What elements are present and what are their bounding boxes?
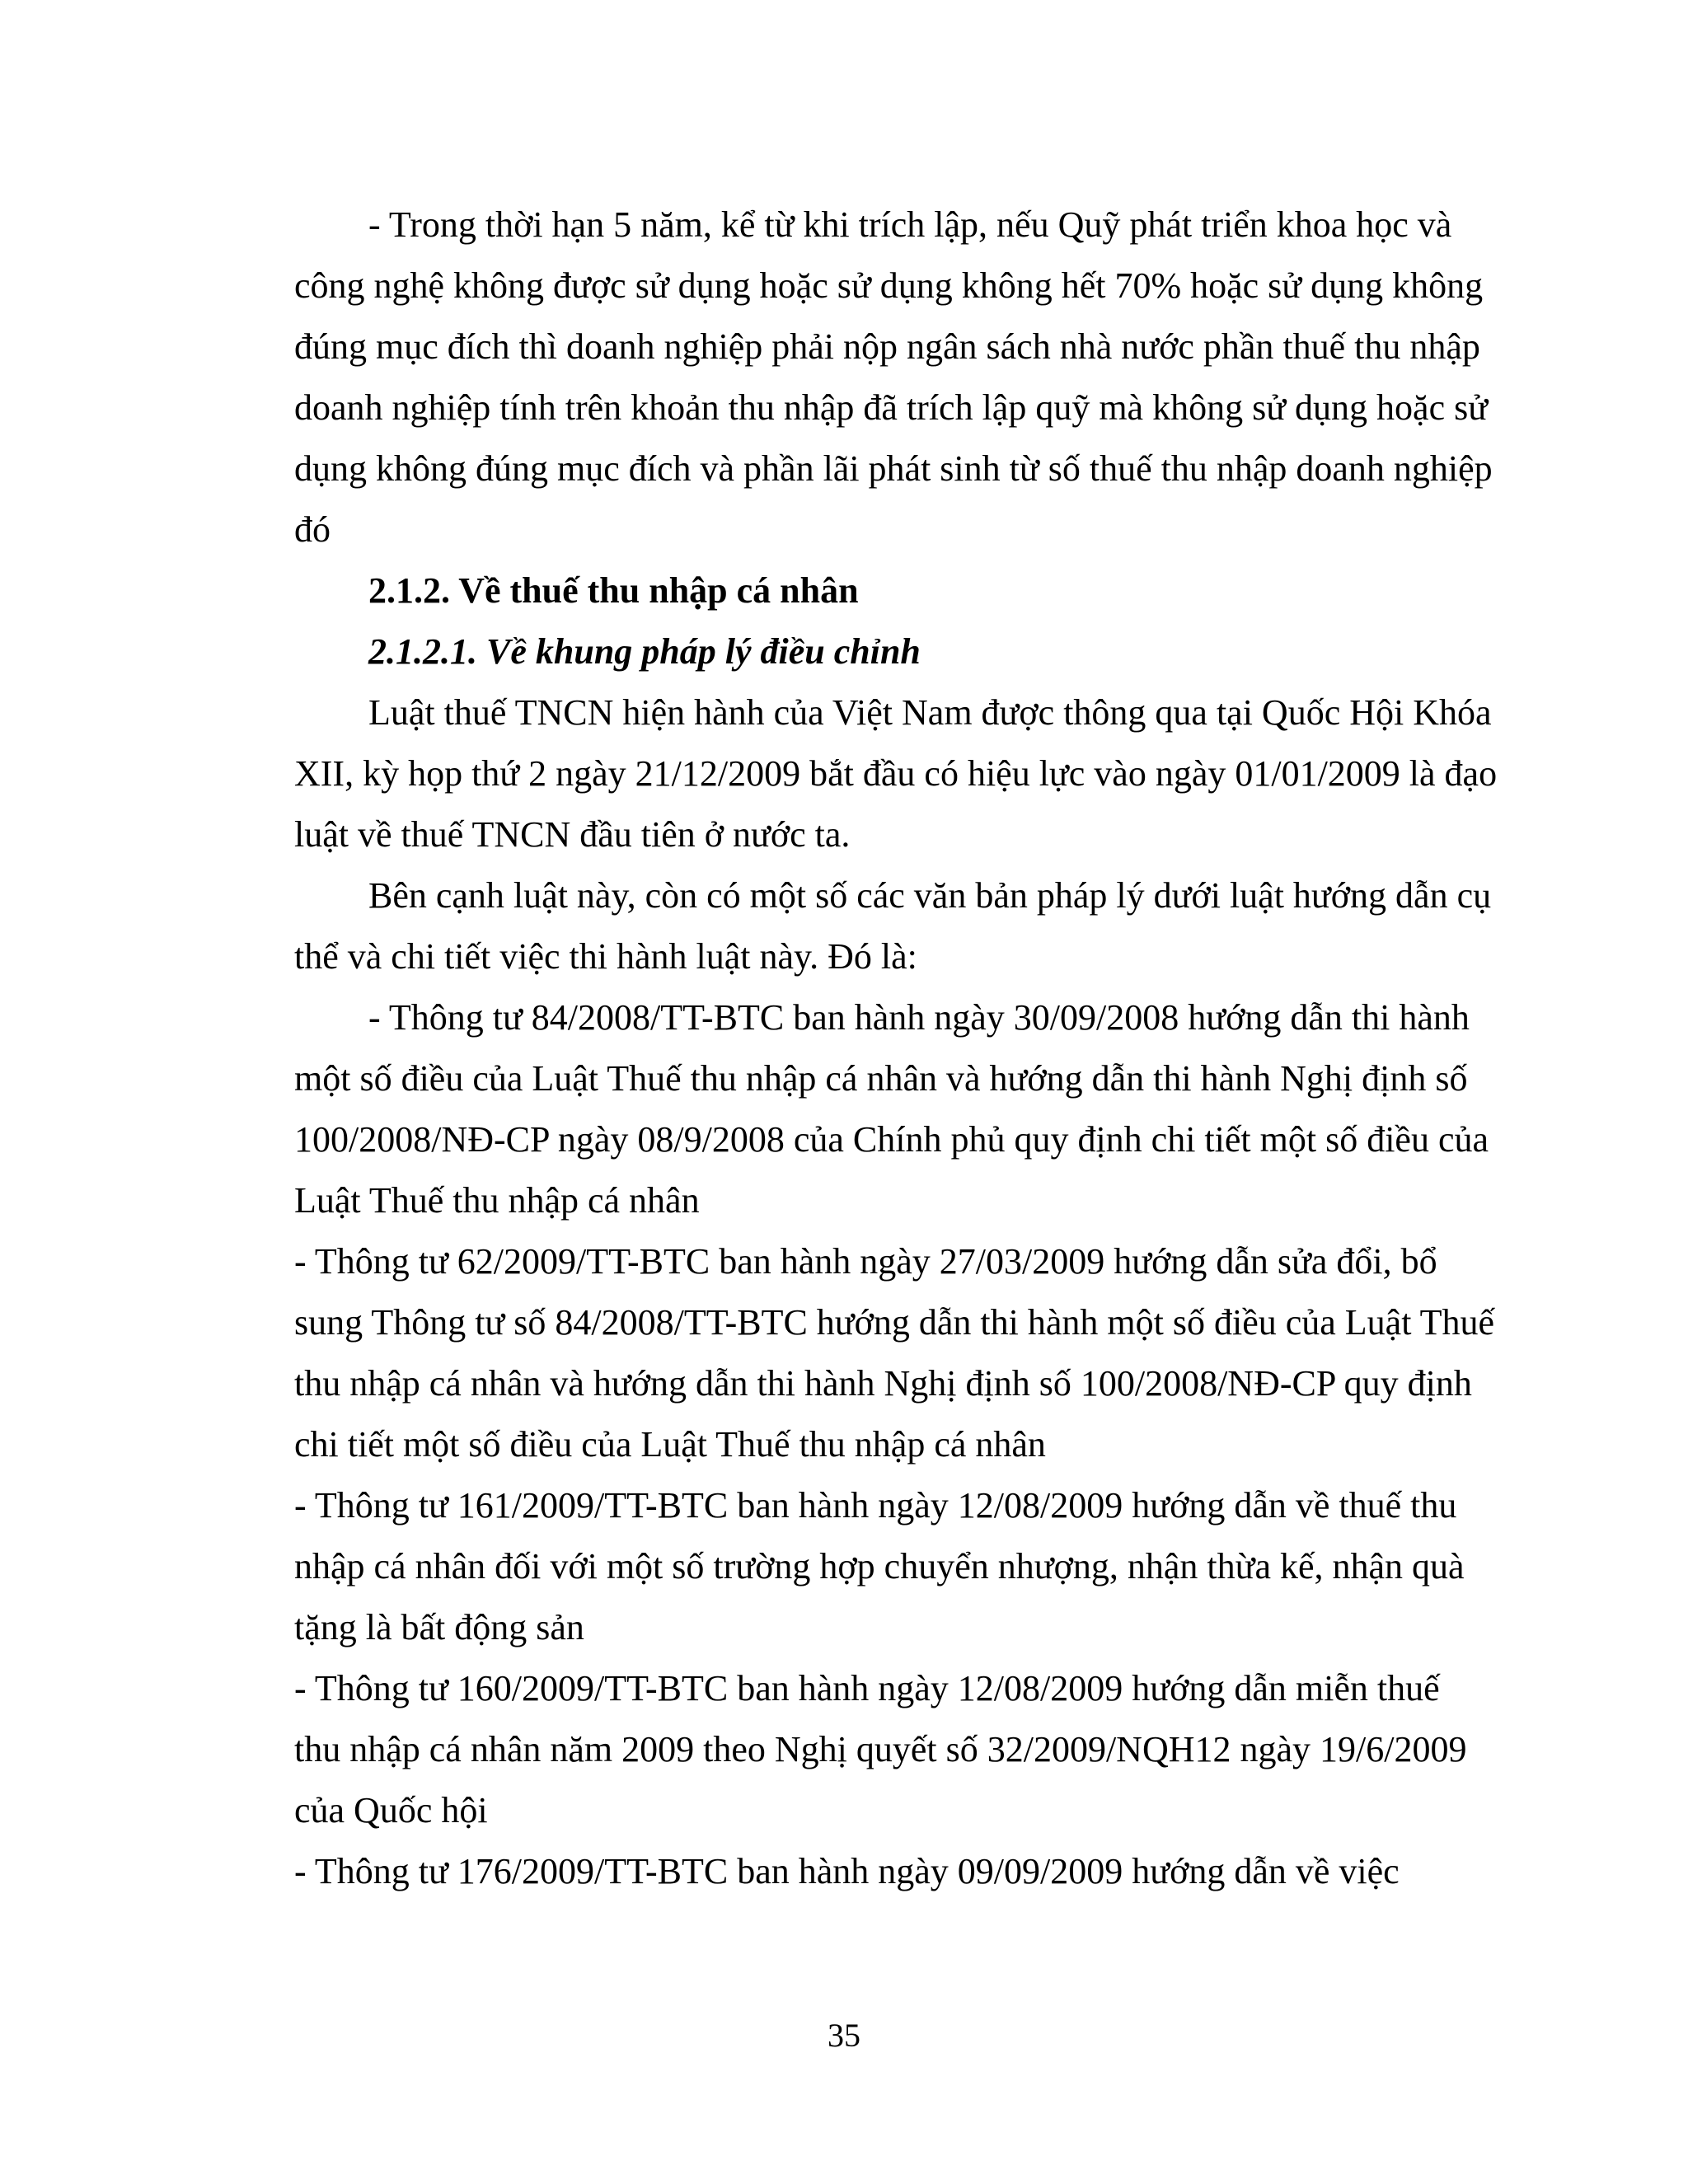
- list-item-line: thu nhập cá nhân và hướng dẫn thi hành Nghị định số 100/2008/NĐ-CP quy định: [294, 1363, 1472, 1404]
- list-item-line: - Thông tư 176/2009/TT-BTC ban hành ngày 09/09/2009 hướng dẫn về việc: [294, 1851, 1400, 1891]
- list-item-line: - Thông tư 84/2008/TT-BTC ban hành ngày 30/09/2008 hướng dẫn thi hành: [368, 997, 1470, 1038]
- list-item-line: một số điều của Luật Thuế thu nhập cá nhân và hướng dẫn thi hành Nghị định số: [294, 1058, 1468, 1099]
- section-heading: 2.1.2. Về thuế thu nhập cá nhân: [368, 570, 859, 611]
- paragraph-line: XII, kỳ họp thứ 2 ngày 21/12/2009 bắt đầu có hiệu lực vào ngày 01/01/2009 là đạo: [294, 753, 1498, 794]
- list-item-line: 100/2008/NĐ-CP ngày 08/9/2008 của Chính phủ quy định chi tiết một số điều của: [294, 1119, 1489, 1160]
- paragraph-line: thể và chi tiết việc thi hành luật này. Đó là:: [294, 936, 917, 977]
- paragraph-line: - Trong thời hạn 5 năm, kể từ khi trích lập, nếu Quỹ phát triển khoa học và: [368, 204, 1452, 245]
- list-item-line: chi tiết một số điều của Luật Thuế thu nhập cá nhân: [294, 1424, 1046, 1465]
- document-body: [294, 194, 1498, 1902]
- paragraph-line: đúng mục đích thì doanh nghiệp phải nộp ngân sách nhà nước phần thuế thu nhập: [294, 326, 1480, 367]
- paragraph-line: Luật thuế TNCN hiện hành của Việt Nam được thông qua tại Quốc Hội Khóa: [368, 692, 1492, 733]
- list-item-line: thu nhập cá nhân năm 2009 theo Nghị quyết số 32/2009/NQH12 ngày 19/6/2009: [294, 1729, 1467, 1769]
- subsection-heading: 2.1.2.1. Về khung pháp lý điều chỉnh: [368, 631, 921, 672]
- paragraph-line: Bên cạnh luật này, còn có một số các văn bản pháp lý dưới luật hướng dẫn cụ: [368, 875, 1492, 916]
- paragraph-line: công nghệ không được sử dụng hoặc sử dụng không hết 70% hoặc sử dụng không: [294, 265, 1484, 306]
- list-item-line: - Thông tư 62/2009/TT-BTC ban hành ngày 27/03/2009 hướng dẫn sửa đổi, bổ: [294, 1241, 1437, 1282]
- list-item-line: tặng là bất động sản: [294, 1607, 584, 1647]
- paragraph-line: dụng không đúng mục đích và phần lãi phát sinh từ số thuế thu nhập doanh nghiệp: [294, 448, 1493, 489]
- paragraph-line: luật về thuế TNCN đầu tiên ở nước ta.: [294, 814, 851, 855]
- list-item-line: nhập cá nhân đối với một số trường hợp chuyển nhượng, nhận thừa kế, nhận quà: [294, 1546, 1465, 1586]
- list-item-line: sung Thông tư số 84/2008/TT-BTC hướng dẫn thi hành một số điều của Luật Thuế: [294, 1302, 1495, 1343]
- list-item-line: Luật Thuế thu nhập cá nhân: [294, 1180, 700, 1221]
- paragraph-line: đó: [294, 509, 331, 550]
- page-number: 35: [828, 2017, 860, 2054]
- list-item-line: - Thông tư 161/2009/TT-BTC ban hành ngày 12/08/2009 hướng dẫn về thuế thu: [294, 1485, 1457, 1526]
- list-item-line: - Thông tư 160/2009/TT-BTC ban hành ngày 12/08/2009 hướng dẫn miễn thuế: [294, 1668, 1440, 1708]
- paragraph-line: doanh nghiệp tính trên khoản thu nhập đã trích lập quỹ mà không sử dụng hoặc sử: [294, 387, 1489, 428]
- list-item-line: của Quốc hội: [294, 1790, 488, 1830]
